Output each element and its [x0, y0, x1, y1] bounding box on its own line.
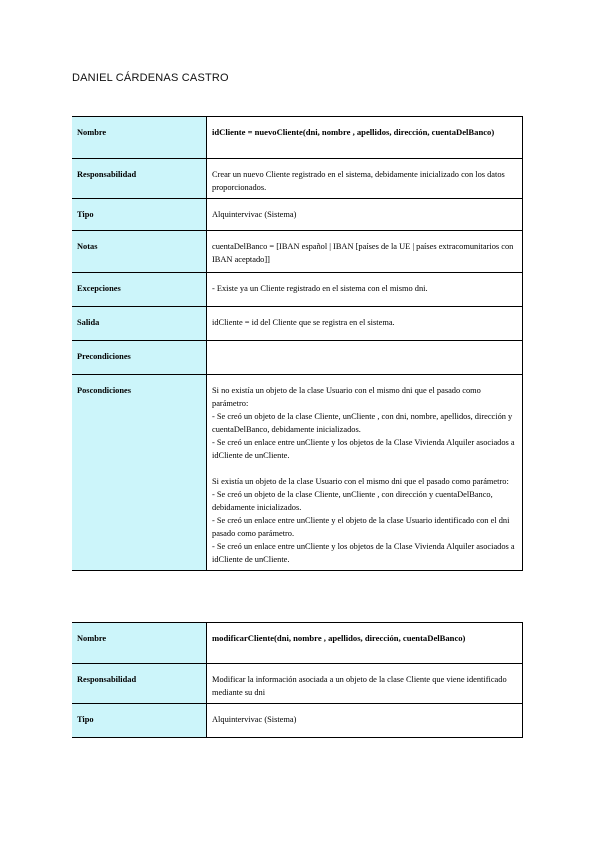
label-nombre: Nombre: [72, 117, 207, 159]
value-precondiciones: [207, 341, 523, 375]
value-responsabilidad: Crear un nuevo Cliente registrado en el sistema, debidamente inicializado con los datos proporcionados.: [207, 159, 523, 199]
row-responsabilidad: [72, 664, 523, 704]
operation-spec-table-1: [72, 116, 523, 571]
poscondicion-text: - Se creó un enlace entre unCliente y el objeto de la clase Usuario identificado con el dni pasado como parámetro.: [212, 516, 510, 538]
label-poscondiciones: Poscondiciones: [72, 375, 207, 571]
value-responsabilidad: Modificar la información asociada a un objeto de la clase Cliente que viene identificado mediante su dni: [207, 664, 523, 704]
row-tipo: [72, 704, 523, 738]
value-notas: cuentaDelBanco = [IBAN español | IBAN [países de la UE | países extracomunitarios con IBAN aceptado]]: [207, 231, 523, 273]
value-nombre: idCliente = nuevoCliente(dni, nombre , apellidos, dirección, cuentaDelBanco): [207, 117, 523, 159]
author-name: DANIEL CÁRDENAS CASTRO: [72, 72, 229, 84]
poscondicion-text: - Se creó un objeto de la clase Cliente, unCliente , con dirección y cuentaDelBanco, debidamente inicializados.: [212, 490, 493, 512]
row-nombre: [72, 117, 523, 159]
row-tipo: [72, 199, 523, 231]
value-tipo: Alquintervivac (Sistema): [207, 704, 523, 738]
operation-spec-table-2: [72, 622, 523, 738]
row-poscondiciones: [72, 375, 523, 571]
poscondicion-text: Si existía un objeto de la clase Usuario con el mismo dni que el pasado como parámetro:: [212, 477, 509, 486]
label-nombre: Nombre: [72, 623, 207, 664]
row-responsabilidad: [72, 159, 523, 199]
value-excepciones: - Existe ya un Cliente registrado en el sistema con el mismo dni.: [207, 273, 523, 307]
label-notas: Notas: [72, 231, 207, 273]
row-notas: [72, 231, 523, 273]
label-excepciones: Excepciones: [72, 273, 207, 307]
poscondicion-text: - Se creó un enlace entre unCliente y los objetos de la Clase Vivienda Alquiler asociados a idCliente de unCliente.: [212, 542, 515, 564]
poscondicion-text: Si no existía un objeto de la clase Usuario con el mismo dni que el pasado como parámetro:: [212, 386, 481, 408]
label-responsabilidad: Responsabilidad: [72, 159, 207, 199]
row-salida: [72, 307, 523, 341]
label-salida: Salida: [72, 307, 207, 341]
row-excepciones: [72, 273, 523, 307]
row-nombre: [72, 623, 523, 664]
value-salida: idCliente = id del Cliente que se registra en el sistema.: [207, 307, 523, 341]
value-nombre: modificarCliente(dni, nombre , apellidos, dirección, cuentaDelBanco): [207, 623, 523, 664]
value-poscondiciones: [207, 375, 523, 571]
poscondicion-text: - Se creó un objeto de la clase Cliente, unCliente , con dni, nombre, apellidos, dirección y cuentaDelBanco, debidamente inicializados.: [212, 412, 513, 434]
row-precondiciones: [72, 341, 523, 375]
label-tipo: Tipo: [72, 199, 207, 231]
label-tipo: Tipo: [72, 704, 207, 738]
label-precondiciones: Precondiciones: [72, 341, 207, 375]
label-responsabilidad: Responsabilidad: [72, 664, 207, 704]
poscondicion-text: - Se creó un enlace entre unCliente y los objetos de la Clase Vivienda Alquiler asociados a idCliente de unCliente.: [212, 438, 515, 460]
value-tipo: Alquintervivac (Sistema): [207, 199, 523, 231]
